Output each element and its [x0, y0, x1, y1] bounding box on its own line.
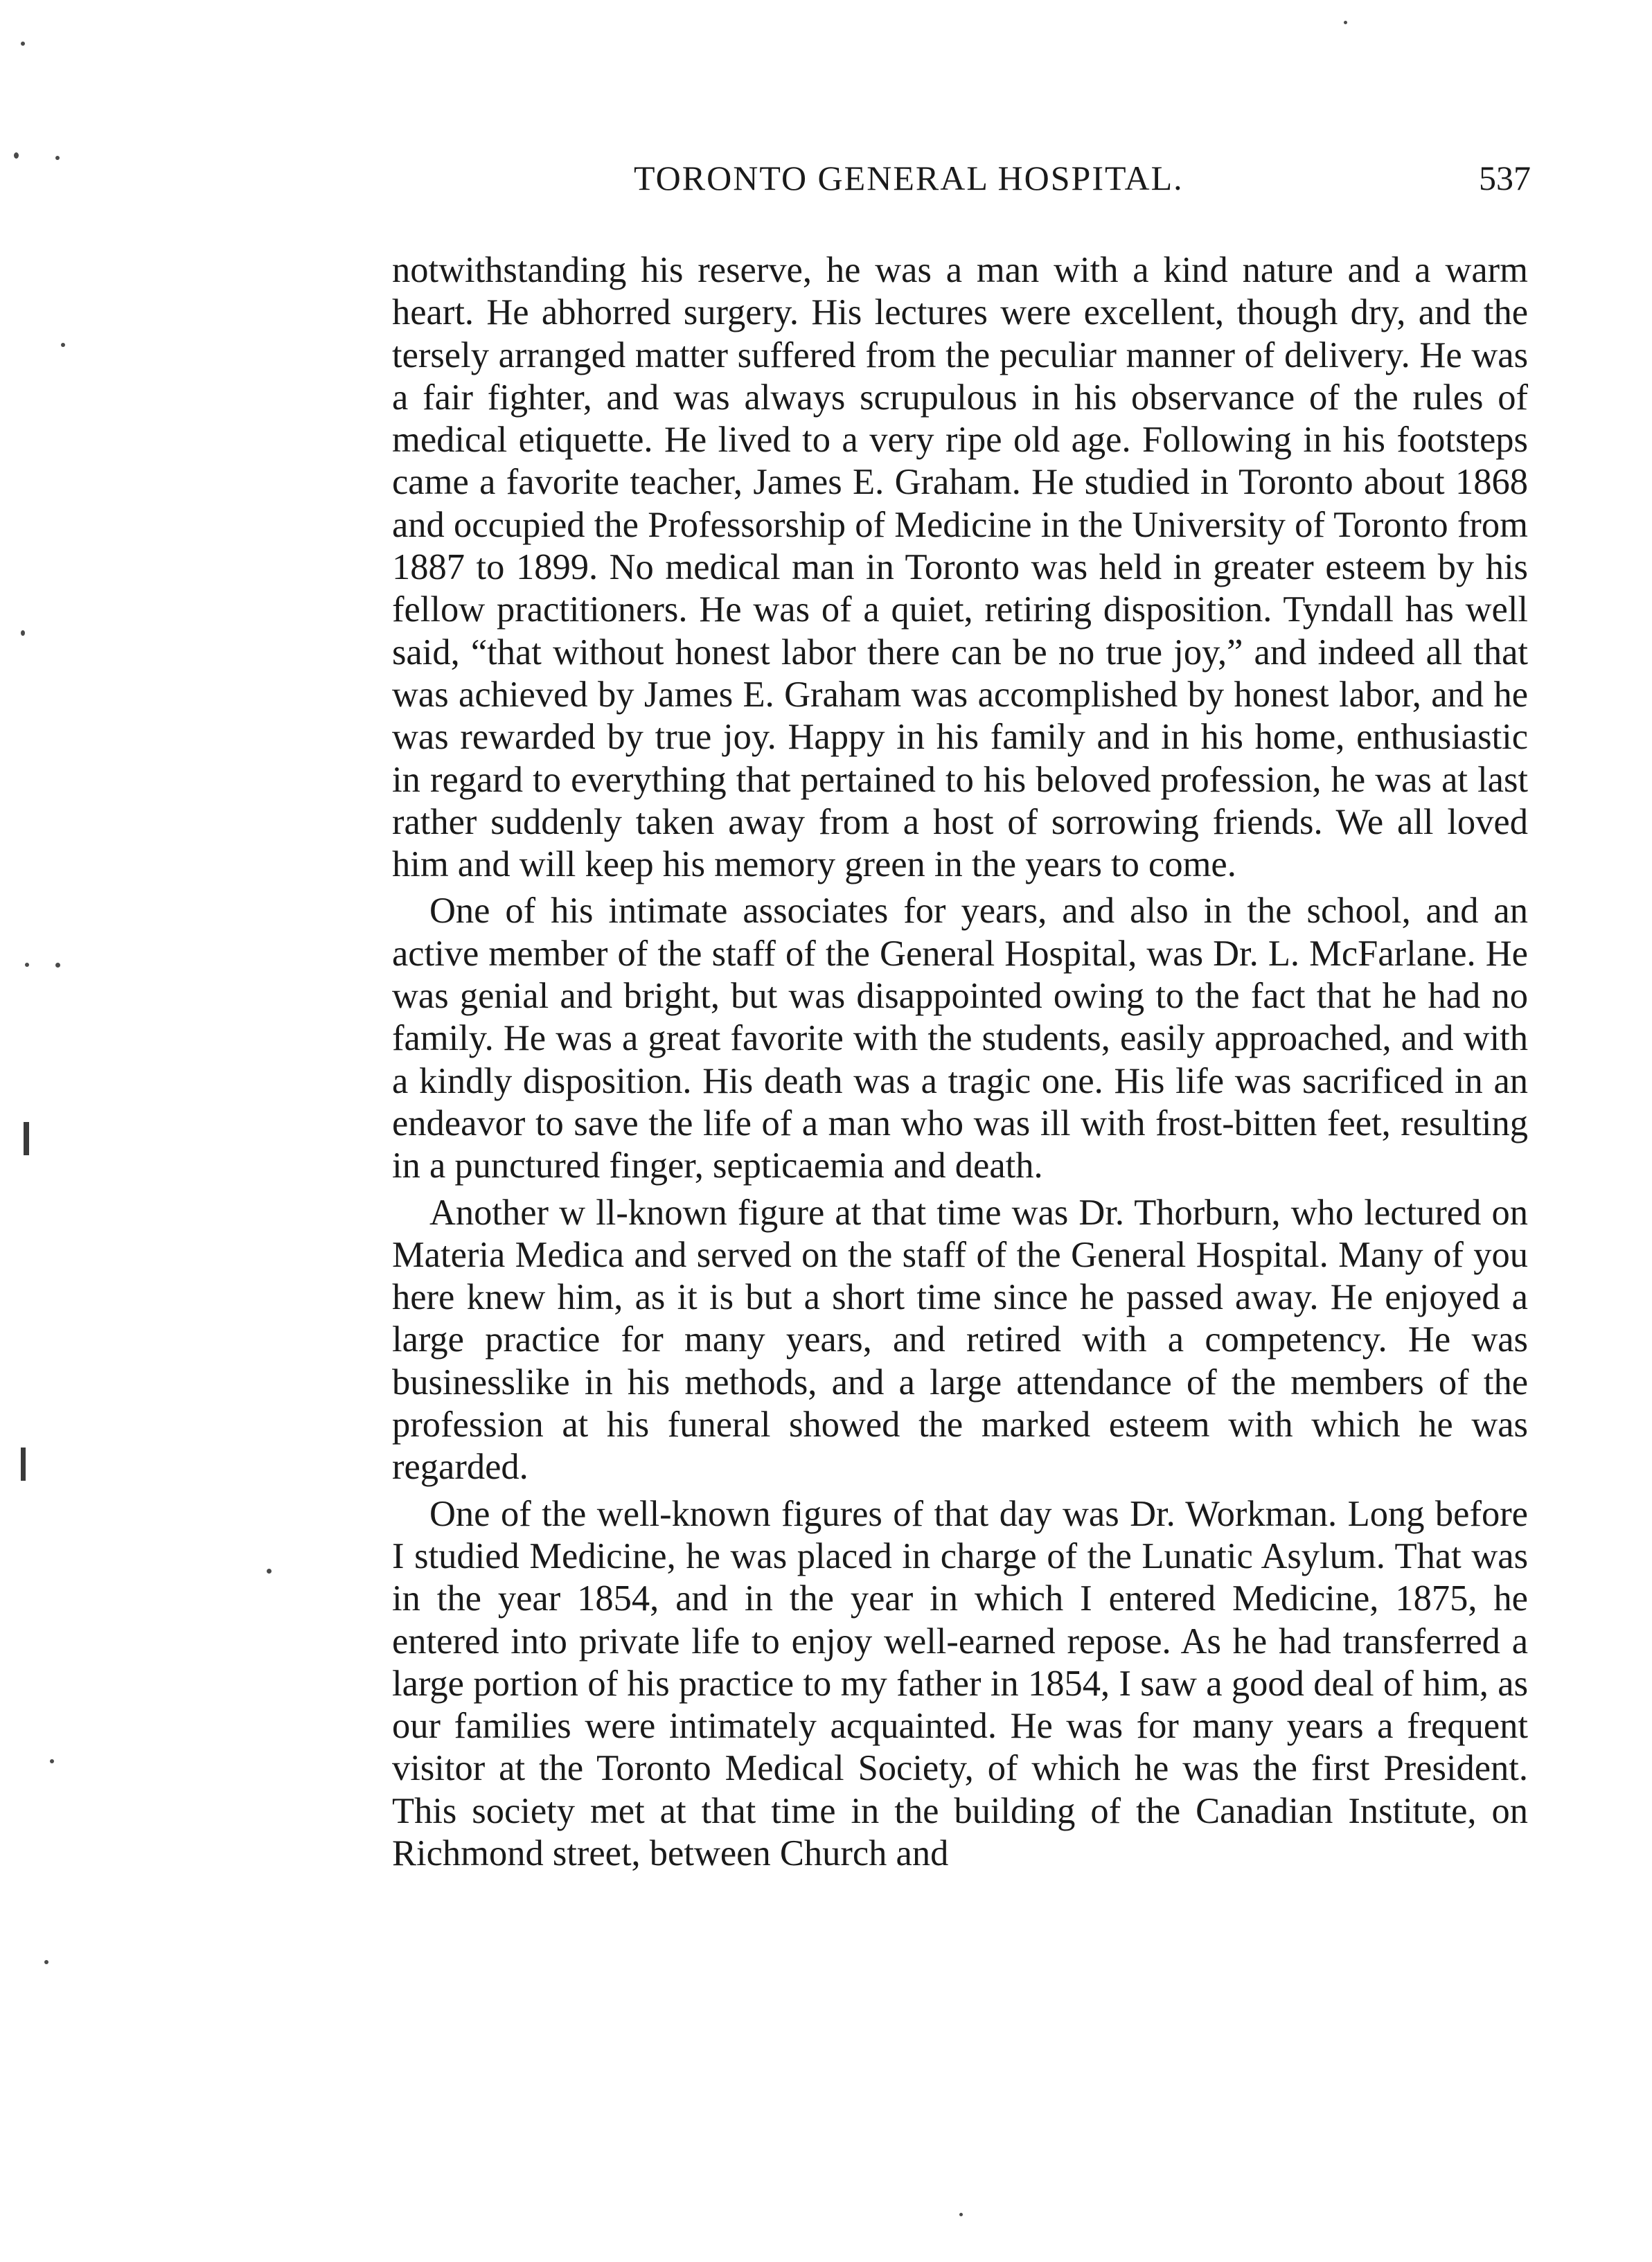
paragraph: One of his intimate associates for years, and also in the school, and an active member of the staff of the General Hospital, was Dr. L. McFarlane. He was genial and bright, but was disappointed owing to the fact that he had no family. He was a great favorite with the students, easily approached, and with a kindly disposition. His death was a tragic one. His life was sacrificed in an endeavor to save the life of a man who was ill with frost-bitten feet, resulting in a punctured finger, septicaemia and death.: [392, 891, 1528, 1186]
page-number: 537: [1479, 159, 1531, 197]
page-header: [395, 158, 1531, 206]
scan-speck: [25, 963, 29, 967]
running-head: TORONTO GENERAL HOSPITAL.: [634, 159, 1184, 197]
scan-speck: [1344, 21, 1347, 24]
body-text: [392, 249, 1528, 1879]
scan-speck: [50, 1759, 54, 1763]
scan-mark: [24, 1122, 29, 1155]
scan-mark: [21, 1448, 26, 1481]
scan-speck: [14, 152, 19, 159]
scan-speck: [61, 343, 65, 347]
scan-speck: [267, 1569, 272, 1574]
scan-speck: [21, 630, 25, 636]
scan-speck: [44, 1960, 48, 1964]
scan-speck: [21, 42, 25, 46]
paragraph: notwithstanding his reserve, he was a man with a kind nature and a warm heart. He abhorred surgery. His lectures were excellent, though dry, and the tersely arranged matter suffered from the peculiar manner of delivery. He was a fair fighter, and was always scrupulous in his observance of the rules of medical etiquette. He lived to a very ripe old age. Following in his footsteps came a favorite teacher, James E. Graham. He studied in Toronto about 1868 and occupied the Professorship of Medicine in the University of Toronto from 1887 to 1899. No medical man in Toronto was held in greater esteem by his fellow practitioners. He was of a quiet, retiring disposition. Tyndall has well said, “that without honest labor there can be no true joy,” and indeed all that was achieved by James E. Graham was accomplished by honest labor, and he was rewarded by true joy. Happy in his family and in his home, enthusiastic in regard to everything that pertained to his beloved profession, he was at last rather suddenly taken away from a host of sorrowing friends. We all loved him and will keep his memory green in the years to come.: [392, 250, 1528, 885]
paragraph: Another w ll-known figure at that time was Dr. Thorburn, who lectured on Materia Medica and served on the staff of the General Hospital. Many of you here knew him, as it is but a short time since he passed away. He enjoyed a large practice for many years, and retired with a competency. He was businesslike in his methods, and a large attendance of the members of the profession at his funeral showed the marked esteem with which he was regarded.: [392, 1192, 1528, 1488]
scan-speck: [55, 156, 60, 160]
scan-speck: [959, 2213, 963, 2216]
scan-speck: [55, 963, 60, 968]
paragraph: One of the well-known figures of that day was Dr. Workman. Long before I studied Medicine, he was placed in charge of the Lunatic Asylum. That was in the year 1854, and in the year in which I entered Medicine, 1875, he entered into private life to enjoy well-earned repose. As he had transferred a large portion of his practice to my father in 1854, I saw a good deal of him, as our families were intimately acquainted. He was for many years a frequent visitor at the Toronto Medical Society, of which he was the first President. This society met at that time in the building of the Canadian Institute, on Richmond street, between Church and: [392, 1493, 1528, 1873]
